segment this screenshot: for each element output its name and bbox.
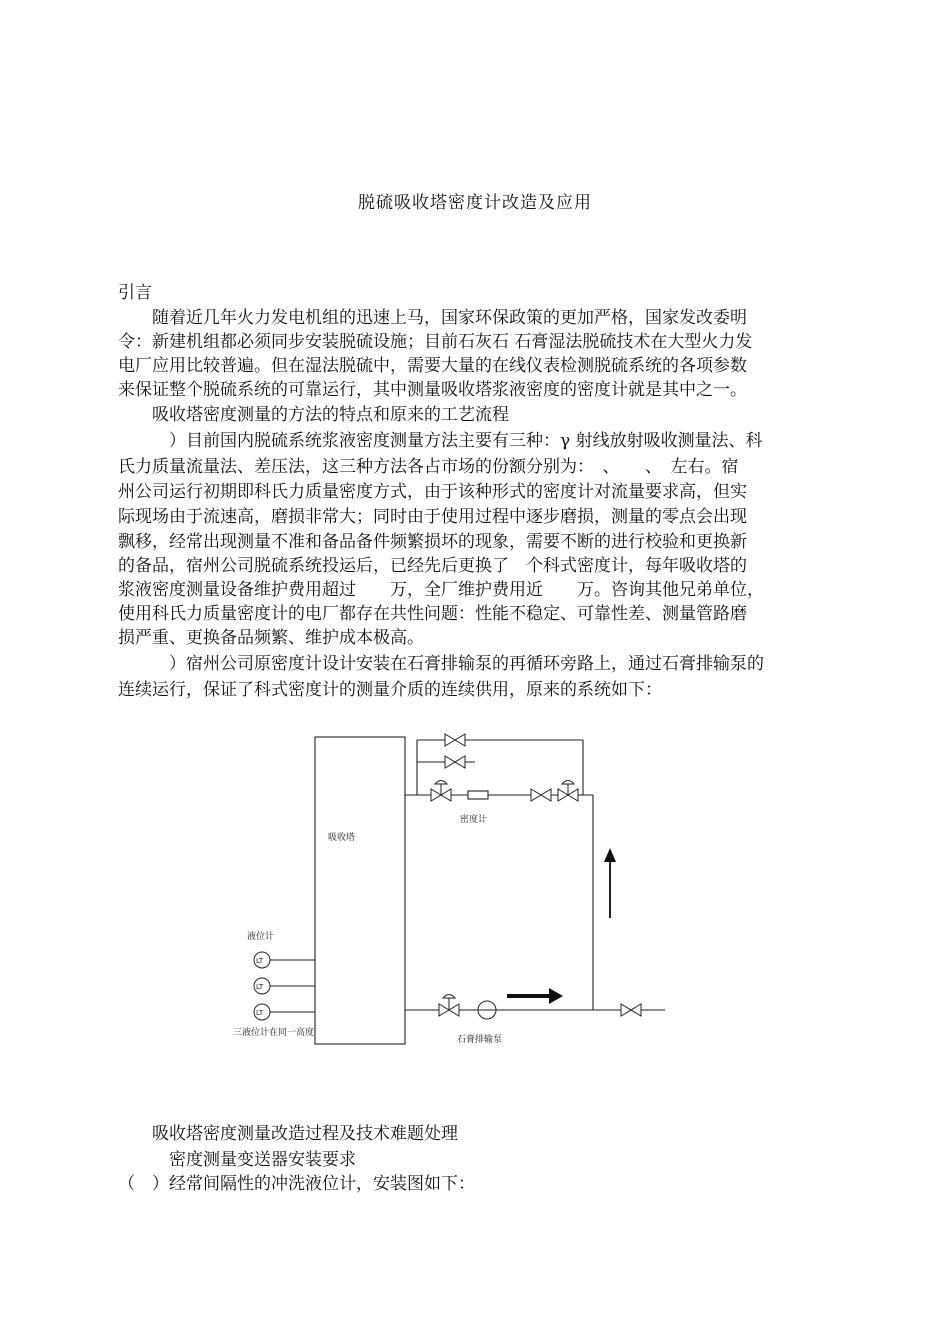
valve-icon xyxy=(445,734,465,746)
same-height-note: 三液位计在同一高度 xyxy=(233,1028,315,1038)
lt-label: LT xyxy=(256,957,264,965)
section-heading: 吸收塔密度测量改造过程及技术难题处理 xyxy=(118,1124,458,1144)
body-line: 飘移，经常出现测量不准和备品备件频繁损坏的现象，需要不断的进行校验和更换新 xyxy=(118,532,747,552)
process-flow-diagram xyxy=(225,722,675,1052)
subsection-heading: 密度测量变送器安装要求 xyxy=(118,1150,356,1170)
body-line: 引言 xyxy=(118,283,152,303)
right-flow-arrow-shaft xyxy=(507,994,551,998)
body-line: 浆液密度测量设备维护费用超过 万，全厂维护费用近 万。咨询其他兄弟单位， xyxy=(118,580,764,600)
body-line: ）目前国内脱硫系统浆液密度测量方法主要有三种：γ 射线放射吸收测量法、科 xyxy=(118,431,763,451)
body-line: 损严重、更换备品频繁、维护成本极高。 xyxy=(118,628,424,648)
right-flow-arrow-head xyxy=(549,988,563,1004)
valve-icon xyxy=(531,789,551,801)
up-flow-arrow-head xyxy=(604,848,616,862)
lt-label: LT xyxy=(256,1009,264,1017)
lt-label: LT xyxy=(256,983,264,991)
body-line: 随着近几年火力发电机组的迅速上马，国家环保政策的更加严格，国家发改委明 xyxy=(118,308,747,328)
body-line: 来保证整个脱硫系统的可靠运行，其中测量吸收塔浆液密度的密度计就是其中之一。 xyxy=(118,380,747,400)
level-meter-label: 液位计 xyxy=(247,932,275,942)
absorber-label: 吸收塔 xyxy=(328,833,356,843)
body-line: 电厂应用比较普遍。但在湿法脱硫中，需要大量的在线仪表检测脱硫系统的各项参数 xyxy=(118,356,747,376)
body-line: 的备品，宿州公司脱硫系统投运后，已经先后更换了 个科式密度计，每年吸收塔的 xyxy=(118,556,747,576)
absorber-tower xyxy=(315,737,405,1044)
body-line: 吸收塔密度测量的方法的特点和原来的工艺流程 xyxy=(118,405,509,425)
valve-icon xyxy=(621,1004,641,1016)
document-title: 脱硫吸收塔密度计改造及应用 xyxy=(358,193,592,213)
body-line: 使用科氏力质量密度计的电厂都存在共性问题：性能不稳定、可靠性差、测量管路磨 xyxy=(118,604,747,624)
valve-icon xyxy=(445,756,465,768)
body-line: ）宿州公司原密度计设计安装在石膏排输泵的再循环旁路上，通过石膏排输泵的 xyxy=(118,654,764,674)
density-meter-label: 密度计 xyxy=(460,815,488,825)
body-line: 令：新建机组都必须同步安装脱硫设施；目前石灰石 石膏湿法脱硫技术在大型火力发 xyxy=(118,332,753,352)
body-line: 连续运行，保证了科式密度计的测量介质的连续供用，原来的系统如下： xyxy=(118,680,662,700)
body-line: 氏力质量流量法、差压法，这三种方法各占市场的份额分别为： 、 、 左右。宿 xyxy=(118,457,739,477)
density-meter xyxy=(468,791,488,799)
body-line: 州公司运行初期即科氏力质量密度方式，由于该种形式的密度计对流量要求高，但实 xyxy=(118,482,747,502)
body-line: 际现场由于流速高，磨损非常大；同时由于使用过程中逐步磨损，测量的零点会出现 xyxy=(118,507,747,527)
body-line: （ ）经常间隔性的冲洗液位计，安装图如下： xyxy=(118,1174,475,1194)
pump-label: 石膏排输泵 xyxy=(457,1035,503,1045)
